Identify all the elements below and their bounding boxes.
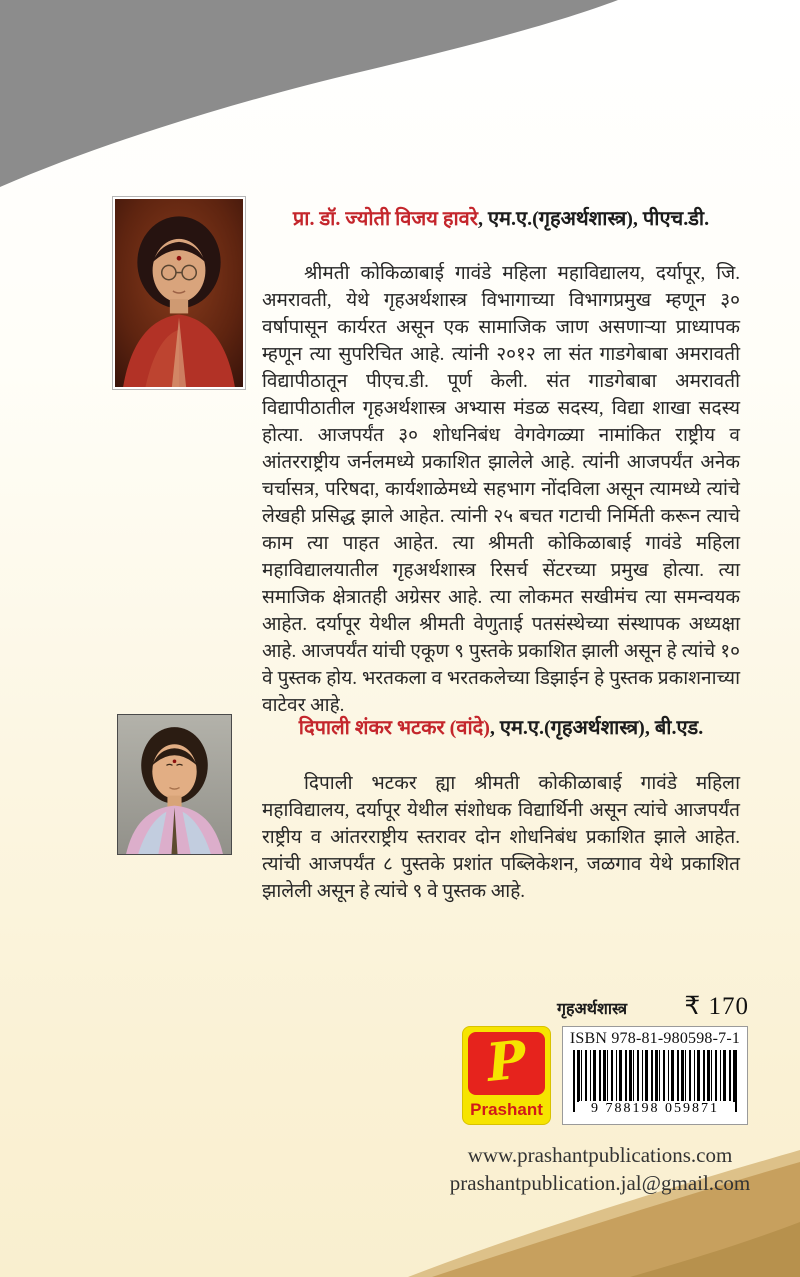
barcode-digits: 9 788198 059871 — [579, 1101, 731, 1118]
price-row — [557, 991, 749, 1021]
publisher-logo — [462, 1026, 551, 1125]
barcode-guard-right — [735, 1050, 737, 1112]
barcode — [569, 1050, 741, 1118]
barcode-guard-left — [573, 1050, 575, 1112]
top-gray-curve — [0, 0, 800, 200]
publisher-logo-letter: P — [483, 1028, 530, 1094]
author-2-bio: दिपाली भटकर ह्या श्रीमती कोकीळाबाई गावंडे महिला महाविद्यालय, दर्यापूर येथील संशोधक विद्यार्थिनी असून त्यांचे आजपर्यंत राष्ट्रीय व आंतरराष्ट्रीय स्तरावर दोन शोधनिबंध प्रकाशित झाले आहेत. त्यांची आजपर्यंत ८ पुस्तके प्रशांत पब्लिकेशन, जळगाव येथे प्रकाशित झालेली असून हे त्यांचे ९ वे पुस्तक आहे. — [262, 773, 740, 902]
subject-label: गृहअर्थशास्त्र — [557, 1001, 628, 1018]
publisher-logo-mark — [468, 1028, 545, 1095]
author-1-credentials: , एम.ए.(गृहअर्थशास्त्र), पीएच.डी. — [477, 208, 710, 230]
author-photo-2-image — [118, 715, 231, 854]
price: ₹ 170 — [684, 993, 749, 1020]
author-1-bio: श्रीमती कोकिळाबाई गावंडे महिला महाविद्यालय, दर्यापूर, जि. अमरावती, येथे गृहअर्थशास्त्र विभागाच्या विभागप्रमुख म्हणून ३० वर्षापासून कार्यरत असून एक सामाजिक जाण असणाऱ्या प्राध्यापक म्हणून त्या सुपरिचित आहे. त्यांनी २०१२ ला संत गाडगेबाबा अमरावती विद्यापीठातून पीएच.डी. पूर्ण केली. संत गाडगेबाबा अमरावती विद्यापीठातील गृहअर्थशास्त्र अभ्यास मंडळ सदस्य, विद्या शाखा सदस्य होत्या. आजपर्यंत ३० शोधनिबंध वेगवेगळ्या नामांकित राष्ट्रीय व आंतरराष्ट्रीय जर्नलमध्ये प्रकाशित झालेले आहे. त्यांनी आजपर्यंत अनेक चर्चासत्र, परिषदा, कार्यशाळेमध्ये सहभाग नोंदविला असून त्यामध्ये त्यांचे लेखही प्रसिद्ध झाले आहेत. त्यांनी २५ बचत गटाची निर्मिती करून त्याचे काम त्या पाहत आहेत. त्या श्रीमती कोकिळाबाई गावंडे महिला महाविद्यालयातील गृहअर्थशास्त्र रिसर्च सेंटरच्या प्रमुख होत्या. त्या समाजिक क्षेत्रातही अग्रेसर आहे. त्या लोकमत सखीमंच त्या समन्वयक आहेत. दर्यापूर येथील श्रीमती वेणुताई पतसंस्थेच्या संस्थापक अध्यक्षा आहे. आजपर्यंत यांची एकूण ९ पुस्तके प्रकाशित झाली असून हे त्यांचे १० वे पुस्तक होय. भरतकला व भरतकलेच्या डिझाईन हे पुस्तक प्रकाशनाच्या वाटेवर आहे. — [262, 263, 740, 716]
publisher-name: Prashant — [470, 1099, 543, 1119]
publisher-email: prashantpublication.jal@gmail.com — [449, 1171, 751, 1195]
author-photo-1 — [112, 196, 246, 390]
isbn-barcode-block — [562, 1026, 748, 1125]
author-photo-2 — [117, 714, 232, 855]
author-1-name: प्रा. डॉ. ज्योती विजय हावरे — [292, 208, 478, 230]
author-photo-1-image — [115, 199, 243, 387]
author-2-heading — [262, 713, 740, 740]
publisher-website: www.prashantpublications.com — [467, 1143, 733, 1167]
isbn-text: ISBN 978-81-980598-7-1 — [569, 1030, 741, 1047]
publisher-contact — [420, 1141, 780, 1197]
author-2-credentials: , एम.ए.(गृहअर्थशास्त्र), बी.एड. — [489, 717, 704, 739]
author-2-name: दिपाली शंकर भटकर (वांदे) — [298, 717, 490, 739]
author-1-heading — [262, 204, 740, 231]
